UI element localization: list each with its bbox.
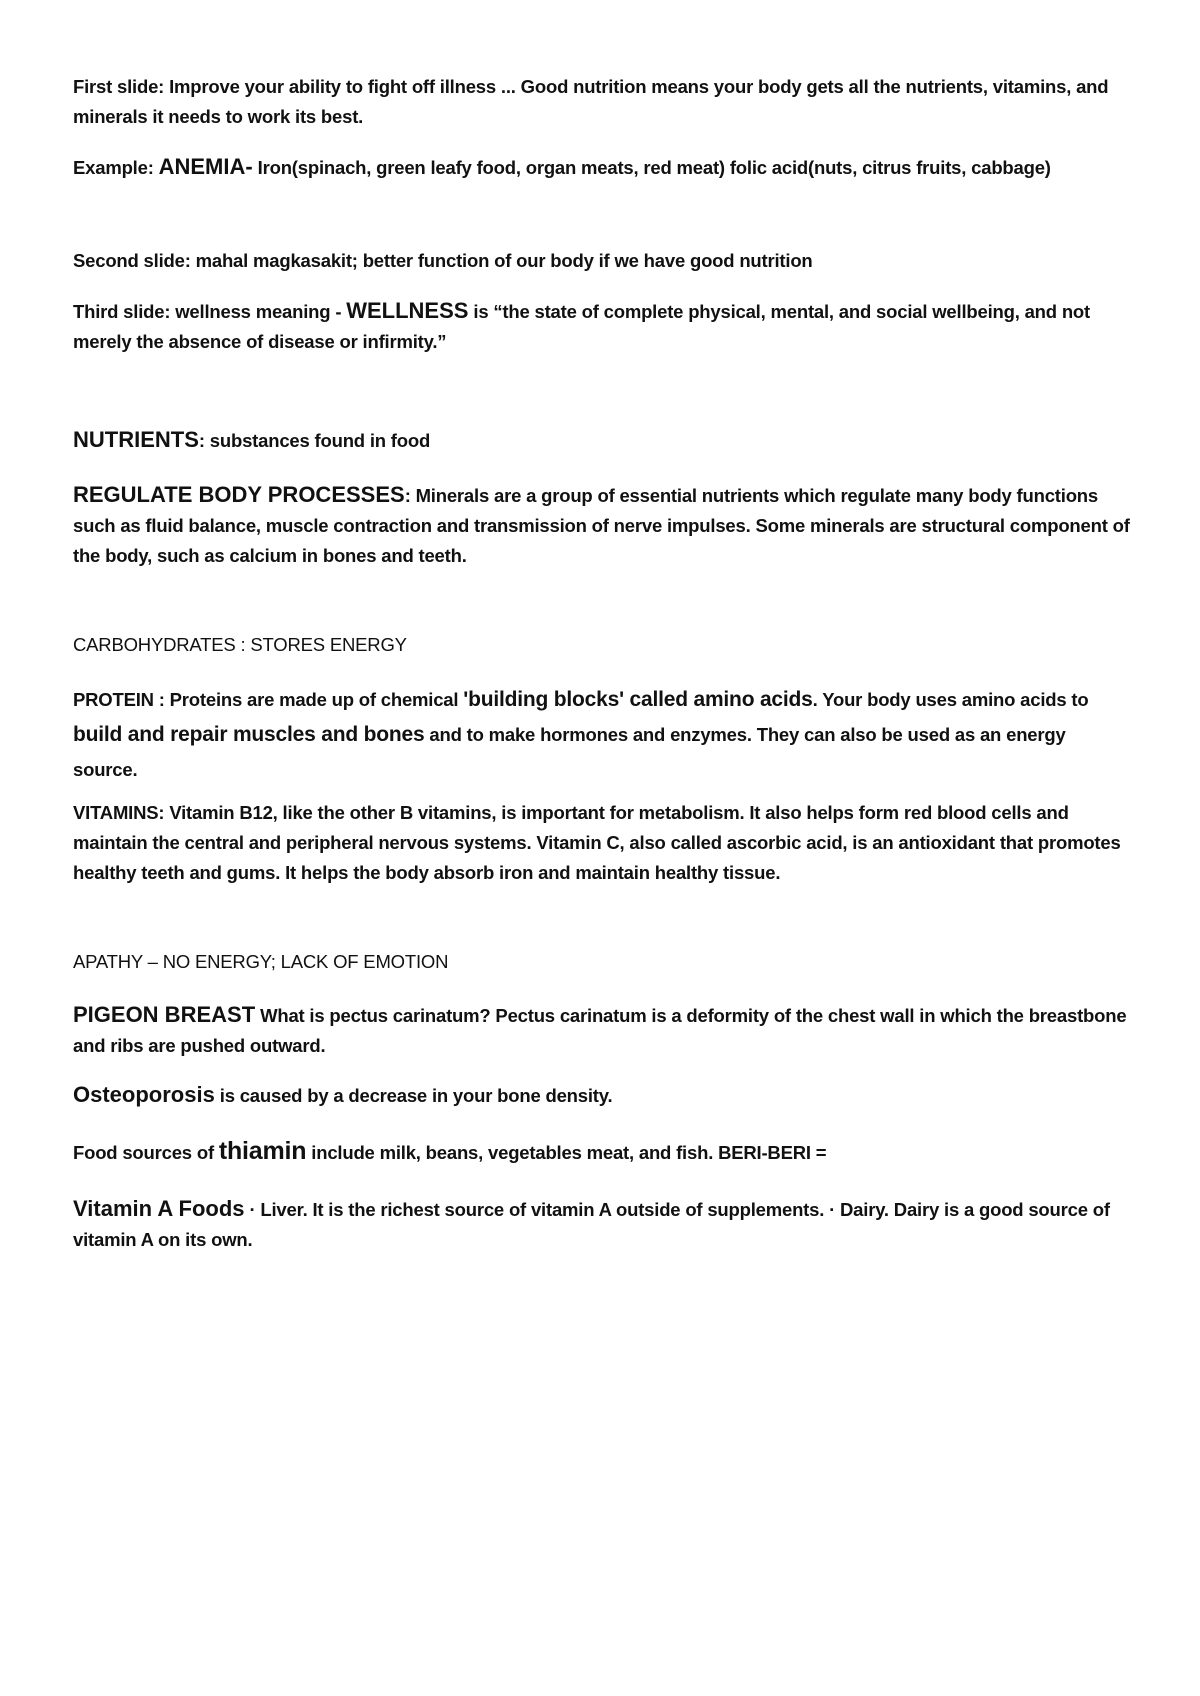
paragraph-nutrients [73, 425, 1133, 456]
term-nutrients: NUTRIENTS [73, 427, 199, 452]
paragraph-text: First slide: Improve your ability to fight off illness ... Good nutrition means your body gets all the nutrients, vitamins, and minerals it needs to work its best. [73, 76, 1109, 127]
paragraph-rest: · Liver. It is the richest source of vitamin A outside of supplements. · Dairy. Dairy is a good source of vitamin A on its own. [73, 1199, 1110, 1250]
term-wellness: WELLNESS [346, 298, 469, 323]
paragraph-anemia-example [73, 152, 1133, 183]
paragraph-apathy [73, 947, 1133, 977]
paragraph-lead: Third slide: wellness meaning - [73, 301, 347, 322]
term-osteoporosis: Osteoporosis [73, 1082, 215, 1107]
paragraph-rest: include milk, beans, vegetables meat, and fish. BERI-BERI = [306, 1142, 827, 1163]
term-anemia: ANEMIA- [158, 154, 253, 179]
term-vitamin-a-foods: Vitamin A Foods [73, 1196, 245, 1221]
term-thiamin: thiamin [218, 1137, 307, 1165]
paragraph-second-slide [73, 246, 1133, 276]
paragraph-text: Second slide: mahal magkasakit; better function of our body if we have good nutrition [73, 250, 813, 271]
paragraph-rest: Iron(spinach, green leafy food, organ meats, red meat) folic acid(nuts, citrus fruits, cabbage) [252, 157, 1051, 178]
paragraph-first-slide [73, 72, 1133, 132]
paragraph-lead: Food sources of [73, 1142, 219, 1163]
paragraph-regulate-body-processes [73, 480, 1133, 571]
term-build-and-repair: build and repair muscles and bones [73, 723, 425, 746]
paragraph-pigeon-breast [73, 1000, 1133, 1061]
paragraph-protein [73, 682, 1133, 787]
paragraph-vitamin-a-foods [73, 1194, 1133, 1255]
paragraph-rest: and to make hormones and enzymes. They can also be used as an energy source. [73, 724, 1066, 780]
paragraph-text: VITAMINS: Vitamin B12, like the other B vitamins, is important for metabolism. It also helps form red blood cells and maintain the central and peripheral nervous systems. Vitamin C, also called ascorbic acid, is an antioxidant that promotes healthy teeth and gums. It helps the body absorb iron and maintain healthy tissue. [73, 802, 1121, 883]
paragraph-text: CARBOHYDRATES : STORES ENERGY [73, 634, 407, 655]
paragraph-lead: Example: [73, 157, 159, 178]
paragraph-carbohydrates [73, 630, 1133, 660]
paragraph-vitamins [73, 798, 1133, 888]
paragraph-osteoporosis [73, 1080, 1133, 1111]
paragraph-thiamin [73, 1136, 1133, 1168]
paragraph-text: APATHY – NO ENERGY; LACK OF EMOTION [73, 951, 449, 972]
paragraph-lead: PROTEIN : Proteins are made up of chemical [73, 689, 464, 710]
paragraph-rest: What is pectus carinatum? Pectus carinatum is a deformity of the chest wall in which the breastbone and ribs are pushed outward. [73, 1005, 1127, 1056]
term-building-blocks: 'building blocks' called amino acids [463, 688, 813, 711]
paragraph-rest: is “the state of complete physical, mental, and social wellbeing, and not merely the absence of disease or infirmity.” [73, 301, 1090, 352]
paragraph-mid: . Your body uses amino acids to [812, 689, 1089, 710]
paragraph-rest: : Minerals are a group of essential nutrients which regulate many body functions such as fluid balance, muscle contraction and transmission of nerve impulses. Some minerals are structural component of the body, such as calcium in bones and teeth. [73, 485, 1130, 566]
term-regulate-body-processes: REGULATE BODY PROCESSES [73, 482, 405, 507]
paragraph-third-slide [73, 296, 1133, 357]
paragraph-rest: is caused by a decrease in your bone density. [214, 1085, 613, 1106]
term-pigeon-breast: PIGEON BREAST [73, 1002, 256, 1027]
paragraph-rest: : substances found in food [198, 430, 431, 451]
